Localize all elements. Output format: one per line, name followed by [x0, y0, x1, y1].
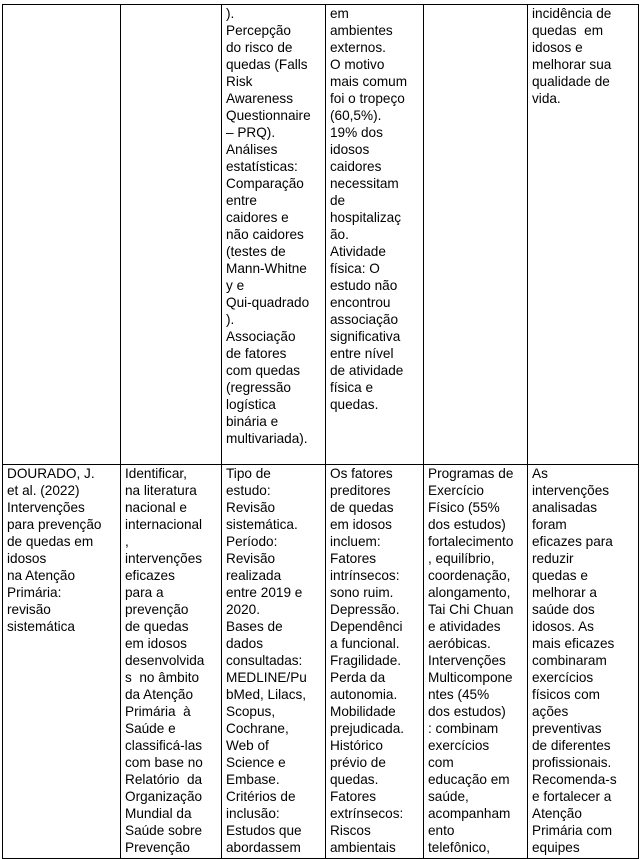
cell-text-line: estudo não: [330, 278, 398, 293]
cell-text-line: na literatura: [125, 483, 197, 498]
cell-text-line: de fatores: [226, 346, 287, 361]
cell-text-line: foi o tropeço: [330, 91, 405, 106]
cell-text-line: saúde,: [428, 789, 469, 804]
cell-text-line: alongamento,: [428, 585, 511, 600]
cell-text-line: Tai Chi Chuan: [428, 602, 514, 617]
cell-text-line: Web of: [226, 738, 269, 753]
cell-text-line: eficazes para: [532, 534, 613, 549]
cell-text-line: Histórico: [330, 738, 383, 753]
cell-text-line: preventivas: [532, 721, 602, 736]
cell-text-line: Físico (55%: [428, 500, 500, 515]
cell-text-line: hospitalizaç: [330, 210, 402, 225]
cell-text-line: ão.: [330, 227, 349, 242]
cell-text-line: sistemática.: [226, 517, 298, 532]
cell-text-line: com base no: [125, 755, 203, 770]
cell-text-line: profissionais.: [532, 755, 612, 770]
cell-text-line: encontrou: [330, 295, 391, 310]
cell-text-line: saúde dos: [532, 602, 595, 617]
cell-text-line: caidores: [330, 159, 382, 174]
cell-text-line: significativa: [330, 329, 401, 344]
cell-text-line: físicos com: [532, 687, 600, 702]
cell-text-line: DOURADO, J.: [7, 466, 95, 481]
cell-text-line: Mundial da: [125, 806, 192, 821]
cell-text-line: autonomia.: [330, 687, 398, 702]
cell-text-line: física: O: [330, 261, 380, 276]
cell-text-line: Programas de: [428, 466, 514, 481]
cell-text-line: exercícios: [428, 738, 490, 753]
cell-text-line: binária e: [226, 414, 279, 429]
cell-text-line: Relatório da: [125, 772, 203, 787]
cell-text-line: Mann-Whitne: [226, 261, 307, 276]
cell-text-line: Embase.: [226, 772, 280, 787]
cell-text-line: preditores: [330, 483, 391, 498]
cell-text-line: bMed, Lilacs,: [226, 687, 307, 702]
cell-text-line: intervenções: [532, 483, 610, 498]
cell-text-line: idosos e: [532, 40, 583, 55]
cell-text-line: acompanham: [428, 806, 511, 821]
cell-text-line: Fatores: [330, 551, 377, 566]
cell-text-line: Tipo de: [226, 466, 271, 481]
cell-text-line: Multicompone: [428, 670, 513, 685]
cell-text-line: : combinam: [428, 721, 499, 736]
cell-text-line: ).: [226, 312, 235, 327]
cell-text-line: fortalecimento: [428, 534, 514, 549]
cell-text-line: internacional: [125, 517, 203, 532]
cell-text-line: multivariada).: [226, 431, 308, 446]
cell-text-line: necessitam: [330, 176, 399, 191]
cell-methodology: [222, 5, 326, 465]
cell-text-line: Prevenção: [125, 840, 190, 855]
cell-text-line: prévio de: [330, 755, 386, 770]
cell-text-line: Primária à: [125, 704, 191, 719]
cell-text-line: Depressão.: [330, 602, 400, 617]
cell-text-line: Mobilidade: [330, 704, 396, 719]
cell-text-line: dos estudos): [428, 704, 506, 719]
cell-objective: [121, 465, 222, 859]
cell-text-line: Comparação: [226, 176, 304, 191]
cell-text-line: revisão: [7, 602, 51, 617]
cell-results: [326, 5, 424, 465]
cell-text-line: física e: [330, 380, 374, 395]
cell-text-line: ações: [532, 704, 569, 719]
cell-text-line: equipes: [532, 840, 580, 855]
cell-results: [326, 465, 424, 859]
cell-text-line: ambientais: [330, 840, 396, 855]
cell-text-line: de: [330, 193, 346, 208]
cell-text-line: Saúde e: [125, 721, 176, 736]
cell-text-line: Questionnaire: [226, 108, 311, 123]
cell-text-line: mais comum: [330, 74, 408, 89]
cell-text-line: Cochrane,: [226, 721, 289, 736]
cell-text-line: ntes (45%: [428, 687, 490, 702]
cell-text-line: entre 2019 e: [226, 585, 303, 600]
cell-text-line: do risco de: [226, 40, 293, 55]
cell-conclusion: [528, 465, 639, 859]
cell-interventions: [424, 5, 528, 465]
cell-text-line: quedas em: [532, 23, 604, 38]
cell-text-line: Fragilidade.: [330, 653, 402, 668]
cell-text-line: combinaram: [532, 653, 607, 668]
cell-text-line: Science e: [226, 755, 286, 770]
cell-text-line: incluem:: [330, 534, 381, 549]
cell-text-line: Recomenda-s: [532, 772, 617, 787]
cell-text-line: Período:: [226, 534, 278, 549]
cell-text-line: e atividades: [428, 619, 501, 634]
cell-text-line: estatísticas:: [226, 159, 298, 174]
cell-text-line: Awareness: [226, 91, 293, 106]
cell-text-line: Critérios de: [226, 789, 296, 804]
cell-text-line: intervenções: [125, 551, 203, 566]
cell-text-line: ento: [428, 823, 455, 838]
cell-text-line: Riscos: [330, 823, 371, 838]
cell-reference: [3, 465, 121, 859]
cell-text-line: Atividade: [330, 244, 386, 259]
cell-text-line: Atenção: [532, 806, 582, 821]
cell-text-line: telefônico,: [428, 840, 490, 855]
cell-text-line: Fatores: [330, 789, 377, 804]
cell-text-line: , equilíbrio,: [428, 551, 495, 566]
cell-text-line: 2020.: [226, 602, 261, 617]
cell-text-line: desenvolvida: [125, 653, 205, 668]
cell-text-line: et al. (2022): [7, 483, 80, 498]
cell-text-line: sistemática: [7, 619, 75, 634]
cell-text-line: Identificar,: [125, 466, 187, 481]
cell-text-line: com quedas: [226, 363, 301, 378]
cell-text-line: Estudos que: [226, 823, 302, 838]
cell-interventions: [424, 465, 528, 859]
cell-text-line: Scopus,: [226, 704, 276, 719]
cell-text-line: realizada: [226, 568, 282, 583]
cell-text-line: (60,5%).: [330, 108, 382, 123]
cell-text-line: quedas e: [532, 568, 588, 583]
cell-text-line: abordassem: [226, 840, 301, 855]
cell-conclusion: [528, 5, 639, 465]
cell-reference: [3, 5, 121, 465]
cell-text-line: de quedas em: [7, 534, 94, 549]
table-row: [3, 5, 639, 465]
cell-text-line: com: [428, 755, 454, 770]
cell-text-line: Perda da: [330, 670, 386, 685]
cell-text-line: Organização: [125, 789, 203, 804]
cell-text-line: exercícios: [532, 670, 594, 685]
cell-text-line: consultadas:: [226, 653, 303, 668]
cell-text-line: e fortalecer a: [532, 789, 612, 804]
cell-text-line: reduzir: [532, 551, 574, 566]
cell-text-line: As: [532, 466, 548, 481]
cell-text-line: classificá-las: [125, 738, 203, 753]
cell-text-line: mais eficazes: [532, 636, 615, 651]
cell-text-line: ,: [125, 534, 129, 549]
cell-text-line: y e: [226, 278, 245, 293]
table-row: [3, 465, 639, 859]
cell-text-line: melhorar sua: [532, 57, 612, 72]
cell-text-line: a funcional.: [330, 636, 400, 651]
cell-text-line: Dependênci: [330, 619, 403, 634]
cell-text-line: coordenação,: [428, 568, 511, 583]
cell-text-line: da Atenção: [125, 687, 194, 702]
cell-text-line: idosos: [330, 142, 370, 157]
cell-text-line: vida.: [532, 91, 561, 106]
cell-text-line: inclusão:: [226, 806, 280, 821]
cell-text-line: foram: [532, 517, 567, 532]
cell-text-line: Primária com: [532, 823, 613, 838]
cell-text-line: em: [330, 6, 349, 21]
cell-text-line: de quedas: [125, 619, 189, 634]
cell-text-line: idosos. As: [532, 619, 594, 634]
cell-text-line: Qui-quadrado: [226, 295, 310, 310]
cell-text-line: logística: [226, 397, 276, 412]
cell-text-line: externos.: [330, 40, 386, 55]
cell-text-line: Exercício: [428, 483, 484, 498]
cell-text-line: (testes de: [226, 244, 286, 259]
cell-text-line: quedas.: [330, 397, 379, 412]
cell-text-line: Revisão: [226, 500, 276, 515]
cell-text-line: em idosos: [125, 636, 187, 651]
cell-text-line: Saúde sobre: [125, 823, 203, 838]
cell-objective: [121, 5, 222, 465]
cell-text-line: Revisão: [226, 551, 276, 566]
cell-text-line: para prevenção: [7, 517, 102, 532]
cell-text-line: idosos: [7, 551, 47, 566]
cell-text-line: entre nível: [330, 346, 394, 361]
cell-text-line: Risk: [226, 74, 253, 89]
cell-text-line: MEDLINE/Pu: [226, 670, 307, 685]
cell-text-line: eficazes: [125, 568, 175, 583]
cell-text-line: caidores e: [226, 210, 289, 225]
cell-text-line: incidência de: [532, 6, 612, 21]
cell-methodology: [222, 465, 326, 859]
review-table: [2, 4, 639, 859]
cell-text-line: qualidade de: [532, 74, 610, 89]
cell-text-line: na Atenção: [7, 568, 76, 583]
cell-text-line: educação em: [428, 772, 510, 787]
cell-text-line: s no âmbito: [125, 670, 200, 685]
cell-text-line: Intervenções: [428, 653, 506, 668]
cell-text-line: estudo:: [226, 483, 271, 498]
cell-text-line: prejudicada.: [330, 721, 405, 736]
cell-text-line: ).: [226, 6, 235, 21]
cell-text-line: aeróbicas.: [428, 636, 491, 651]
cell-text-line: Bases de: [226, 619, 283, 634]
cell-text-line: extrínsecos:: [330, 806, 404, 821]
cell-text-line: não caidores: [226, 227, 304, 242]
cell-text-line: entre: [226, 193, 257, 208]
cell-text-line: Associação: [226, 329, 296, 344]
cell-text-line: Intervenções: [7, 500, 85, 515]
cell-text-line: de diferentes: [532, 738, 611, 753]
cell-text-line: de atividade: [330, 363, 404, 378]
cell-text-line: Análises: [226, 142, 278, 157]
cell-text-line: – PRQ).: [226, 125, 276, 140]
cell-text-line: O motivo: [330, 57, 385, 72]
cell-text-line: 19% dos: [330, 125, 383, 140]
cell-text-line: analisadas: [532, 500, 597, 515]
cell-text-line: melhorar a: [532, 585, 597, 600]
cell-text-line: prevenção: [125, 602, 189, 617]
cell-text-line: intrínsecos:: [330, 568, 400, 583]
cell-text-line: quedas.: [330, 772, 379, 787]
cell-text-line: (regressão: [226, 380, 291, 395]
cell-text-line: Os fatores: [330, 466, 393, 481]
cell-text-line: associação: [330, 312, 399, 327]
cell-text-line: dados: [226, 636, 264, 651]
cell-text-line: Primária:: [7, 585, 62, 600]
cell-text-line: quedas (Falls: [226, 57, 308, 72]
cell-text-line: nacional e: [125, 500, 187, 515]
cell-text-line: dos estudos): [428, 517, 506, 532]
cell-text-line: ambientes: [330, 23, 393, 38]
cell-text-line: em idosos: [330, 517, 392, 532]
cell-text-line: para a: [125, 585, 164, 600]
cell-text-line: Percepção: [226, 23, 291, 38]
cell-text-line: sono ruim.: [330, 585, 394, 600]
cell-text-line: de quedas: [330, 500, 394, 515]
